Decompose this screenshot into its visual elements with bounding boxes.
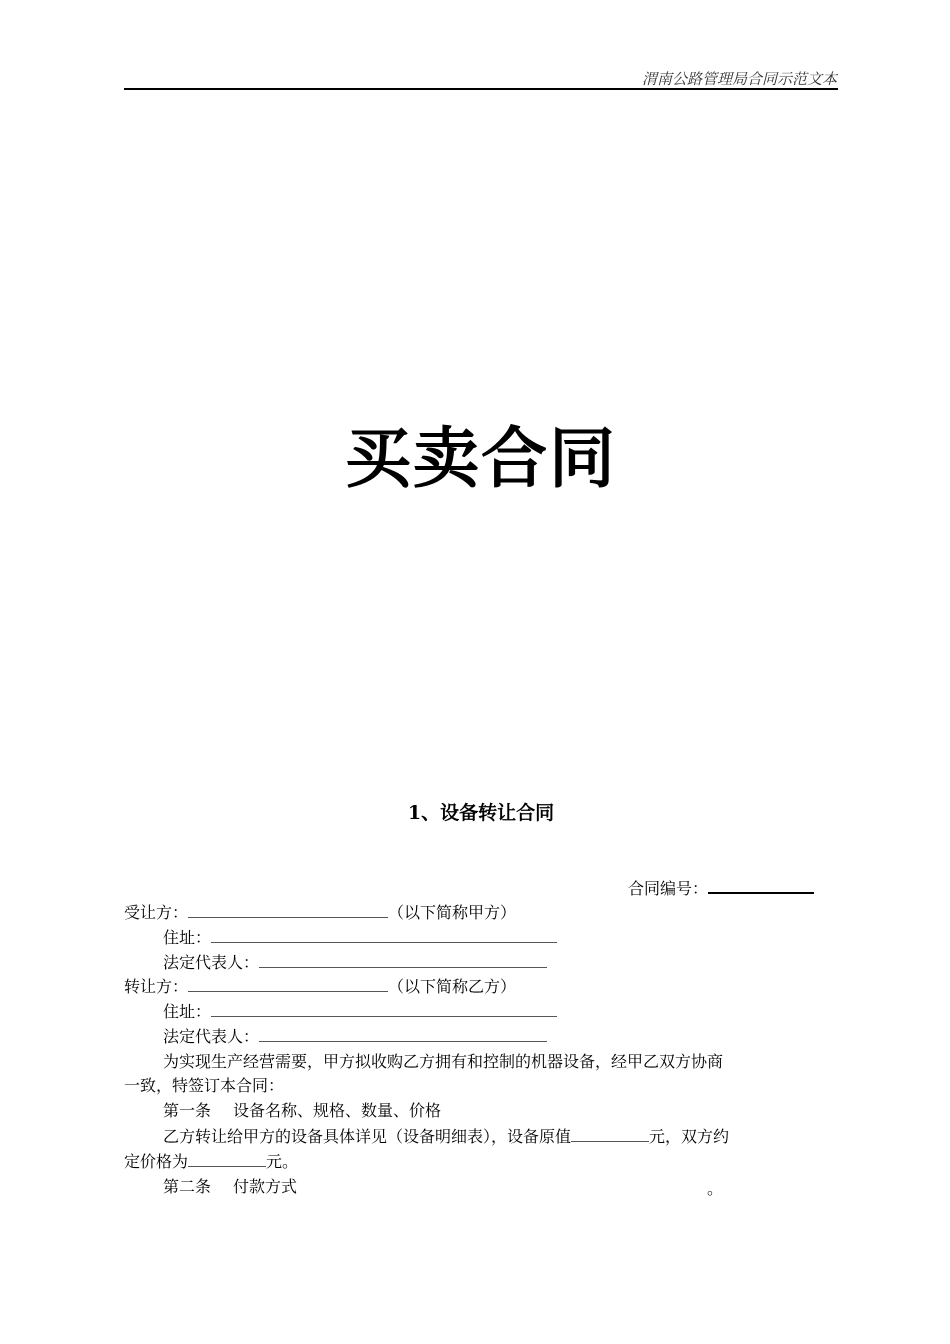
article-1-text-d: 元。 [266, 1152, 299, 1171]
address-blank [211, 1000, 557, 1017]
transferee-line [124, 901, 516, 925]
article-1-text-b: 元，双方约 [649, 1127, 730, 1146]
intro-paragraph-line1: 为实现生产经营需要，甲方拟收购乙方拥有和控制的机器设备，经甲乙双方协商 [163, 1052, 724, 1071]
running-header: 渭南公路管理局合同示范文本 [641, 70, 837, 88]
legal-rep-blank [259, 1025, 547, 1042]
transferor-label: 转让方： [124, 977, 189, 996]
agreed-price-blank [188, 1150, 266, 1167]
transferor-blank [188, 975, 388, 992]
address-label: 住址： [163, 928, 212, 947]
address-blank [211, 926, 557, 943]
transferor-line [124, 975, 516, 999]
header-rule [124, 88, 838, 90]
original-value-blank [571, 1125, 649, 1142]
transferor-suffix: （以下简称乙方） [388, 977, 517, 996]
article-2-period: 。 [707, 1179, 724, 1198]
legal-rep-blank [259, 951, 547, 968]
transferee-suffix: （以下简称甲方） [388, 903, 517, 922]
legal-rep-label: 法定代表人： [163, 953, 260, 972]
contract-number-label: 合同编号： [628, 879, 709, 898]
article-1-number: 第一条 [163, 1101, 212, 1120]
article-1-title: 设备名称、规格、数量、价格 [233, 1101, 442, 1120]
article-1-text-c: 定价格为 [124, 1152, 189, 1171]
article-1-text-a: 乙方转让给甲方的设备具体详见（设备明细表），设备原值 [163, 1127, 572, 1146]
intro-paragraph-line2: 一致，特签订本合同： [124, 1076, 285, 1095]
transferor-legal-rep-line [163, 1025, 547, 1049]
section-title: 1、设备转让合同 [407, 802, 555, 824]
transferee-legal-rep-line [163, 951, 547, 975]
article-1-text-line1 [163, 1125, 729, 1149]
transferee-label: 受让方： [124, 903, 189, 922]
article-1-heading [163, 1099, 441, 1123]
contract-number-blank [708, 876, 814, 894]
legal-rep-label: 法定代表人： [163, 1027, 260, 1046]
article-2-heading [163, 1175, 297, 1199]
article-2-number: 第二条 [163, 1177, 212, 1196]
article-1-text-line2 [124, 1150, 298, 1174]
address-label: 住址： [163, 1002, 212, 1021]
transferee-address-line [163, 926, 557, 950]
contract-number-line [628, 876, 814, 901]
transferee-blank [188, 901, 388, 918]
article-2-title: 付款方式 [233, 1177, 298, 1196]
transferor-address-line [163, 1000, 557, 1024]
main-title: 买卖合同 [345, 419, 617, 497]
